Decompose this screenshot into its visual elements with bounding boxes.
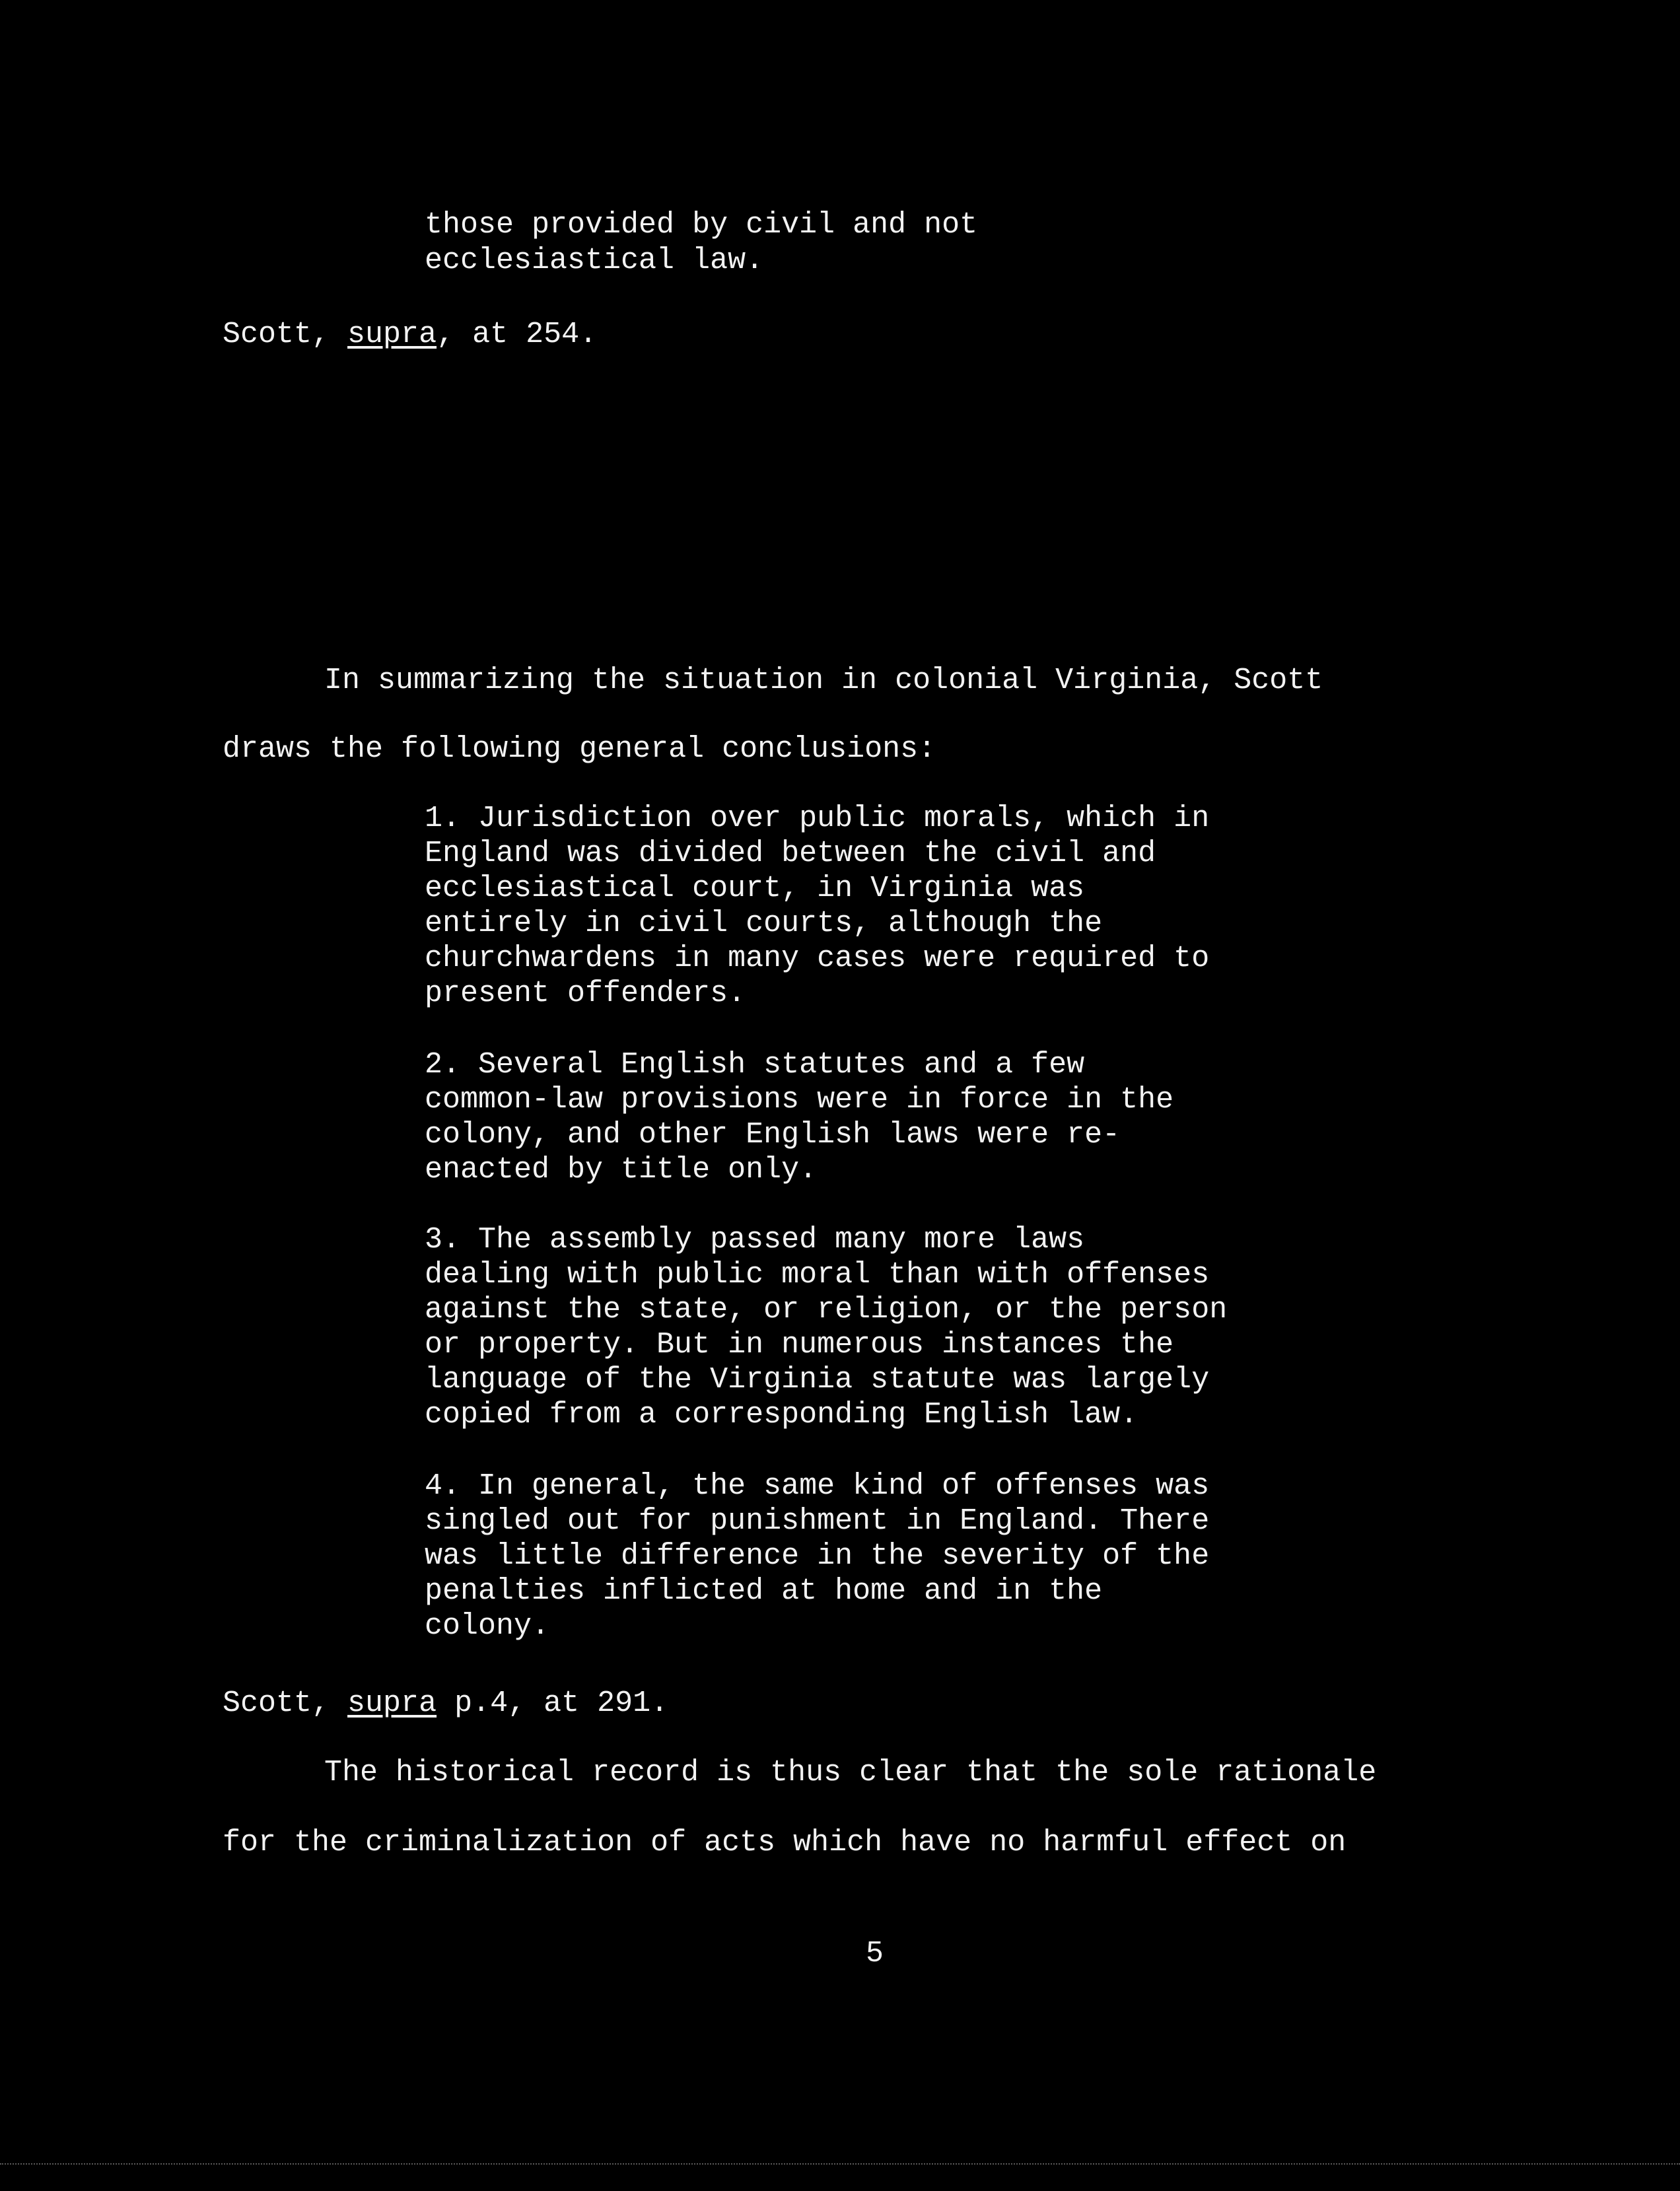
scan-edge-divider (0, 2163, 1680, 2165)
paragraph-line: draws the following general conclusions: (223, 732, 936, 766)
citation-supra: supra (347, 318, 437, 351)
conclusion-line: 2. Several English statutes and a few (425, 1048, 1085, 1082)
citation (223, 320, 597, 349)
quote-line: those provided by civil and not (425, 208, 978, 242)
conclusion-line: enacted by title only. (425, 1153, 818, 1187)
quote-line: ecclesiastical law. (425, 244, 764, 277)
conclusion-line: dealing with public moral than with offenses (425, 1258, 1210, 1292)
conclusion-line: ecclesiastical court, in Virginia was (425, 872, 1085, 905)
conclusion-line: entirely in civil courts, although the (425, 907, 1103, 940)
conclusion-line: colony. (425, 1609, 550, 1643)
conclusion-line: was little difference in the severity of the (425, 1539, 1210, 1573)
page-number: 5 (866, 1937, 884, 1970)
citation-rest: , at 254. (437, 318, 598, 351)
conclusion-item (425, 1469, 1209, 1644)
conclusion-line: 4. In general, the same kind of offenses was (425, 1469, 1210, 1503)
conclusion-line: present offenders. (425, 977, 746, 1010)
conclusion-line: copied from a corresponding English law. (425, 1398, 1138, 1432)
citation-supra: supra (347, 1687, 437, 1720)
conclusion-line: singled out for punishment in England. There (425, 1504, 1210, 1538)
conclusion-line: penalties inflicted at home and in the (425, 1574, 1103, 1608)
citation (223, 1688, 668, 1718)
conclusion-item (425, 1047, 1173, 1187)
paragraph-line: In summarizing the situation in colonial Virginia, Scott (324, 664, 1323, 697)
citation-author: Scott, (223, 1687, 330, 1720)
conclusion-line: England was divided between the civil and (425, 837, 1156, 870)
citation-author: Scott, (223, 318, 330, 351)
conclusion-line: language of the Virginia statute was largely (425, 1363, 1210, 1397)
citation-rest: p.4, at 291. (437, 1687, 669, 1720)
paragraph-line: for the criminalization of acts which have no harmful effect on (223, 1826, 1347, 1860)
conclusion-line: colony, and other English laws were re- (425, 1118, 1121, 1152)
conclusion-item (425, 801, 1209, 1011)
conclusion-line: common-law provisions were in force in the (425, 1083, 1174, 1117)
conclusion-line: 1. Jurisdiction over public morals, which in (425, 802, 1210, 835)
conclusion-line: 3. The assembly passed many more laws (425, 1223, 1085, 1257)
conclusion-line: against the state, or religion, or the person (425, 1293, 1228, 1327)
conclusion-item (425, 1222, 1227, 1432)
conclusion-line: or property. But in numerous instances the (425, 1328, 1174, 1362)
conclusion-line: churchwardens in many cases were required to (425, 942, 1210, 975)
paragraph-line: The historical record is thus clear that the sole rationale (324, 1756, 1377, 1790)
